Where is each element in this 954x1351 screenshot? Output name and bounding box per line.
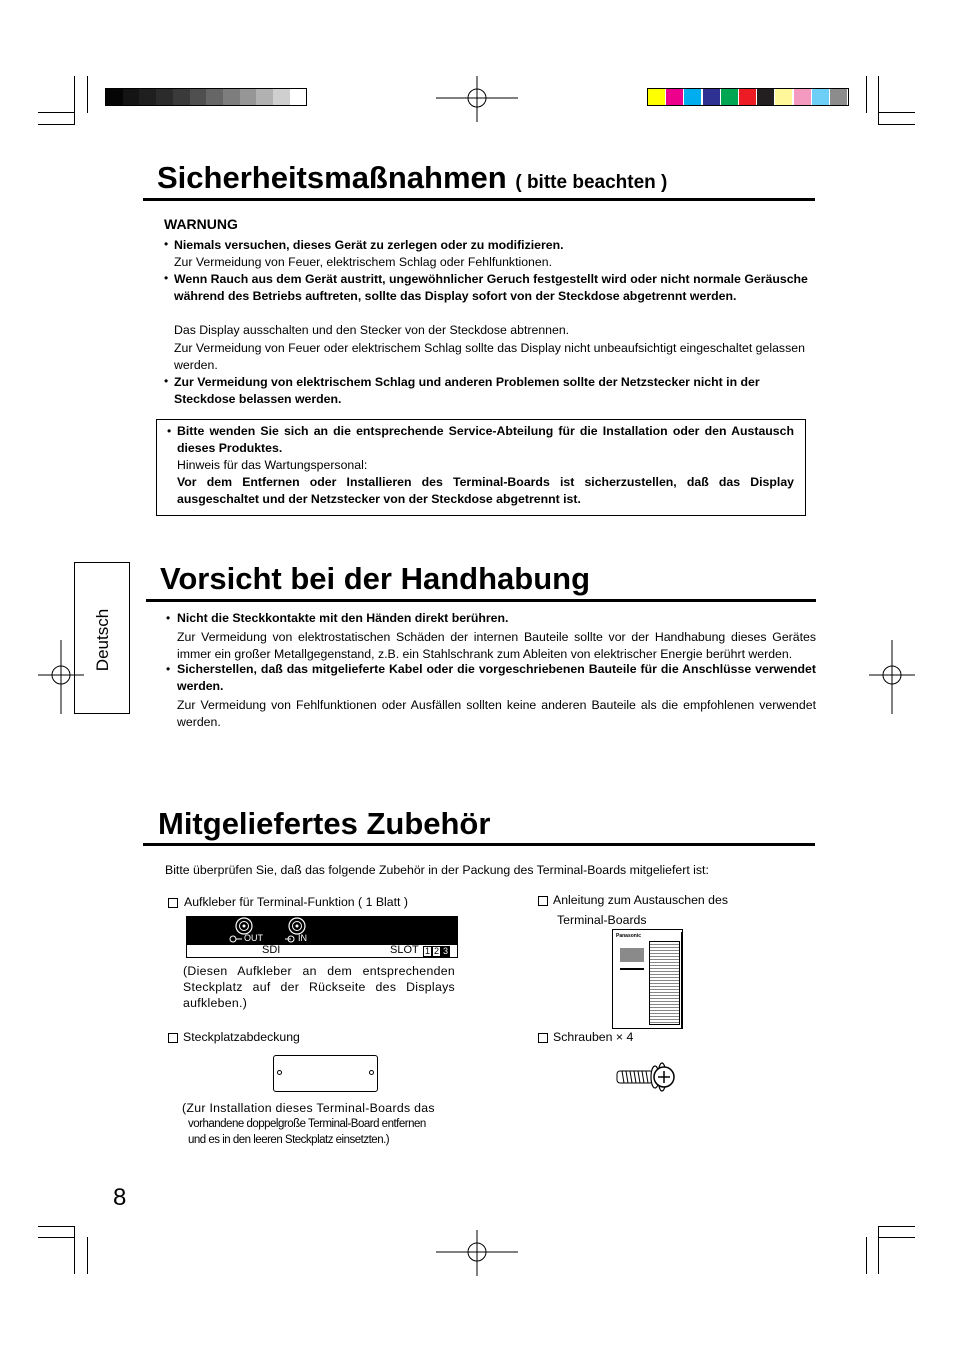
handling-item-2-bold: Sicherstellen, daß das mitgelieferte Kabel oder die vorgeschriebenen Bauteile für die Anschlüsse verwendet werden. <box>177 662 816 693</box>
warning-heading: WARNUNG <box>164 216 238 232</box>
handling-item-1-text: Zur Vermeidung von elektrostatischen Schäden der internen Bauteile sollte vor der Handhabung dieses Gerätes immer ein großer Metallgegenstand, z.B. ein Stahlschrank zum Ableiten von elektrischer Energie berührt werden. <box>177 630 816 661</box>
screws-label: Schrauben × 4 <box>553 1030 634 1044</box>
sticker-note: (Diesen Aufkleber an dem entsprechenden Steckplatz auf der Rückseite des Displays aufkleben.) <box>183 964 455 1010</box>
service-notice-box: • Bitte wenden Sie sich an die entsprechende Service-Abteilung für die Installation oder den Austausch dieses Produktes. Hinweis für das Wartungspersonal: Vor dem Entfernen oder Installieren des Terminal-Boards ist sicherzustellen, daß das Display ausgeschaltet und der Netzstecker von der Steckdose abgetrennt ist. <box>156 419 806 516</box>
slot-numbers: 1 2 3 <box>425 946 449 956</box>
screw-icon <box>616 1060 676 1096</box>
warning-item-1-bold: Niemals versuchen, dieses Gerät zu zerlegen oder zu modifizieren. <box>174 238 564 252</box>
handling-item-2-text: Zur Vermeidung von Fehlfunktionen oder Ausfällen sollten keine anderen Bauteile als die empfohlenen verwendet werden. <box>177 698 816 729</box>
manual-label-line2: Terminal-Boards <box>557 913 647 927</box>
cover-note-line1: (Zur Installation dieses Terminal-Boards das <box>182 1101 435 1115</box>
service-notice-bold-1: Bitte wenden Sie sich an die entsprechende Service-Abteilung für die Installation oder den Austausch dieses Produktes. <box>177 424 794 455</box>
section-subtitle: ( bitte beachten ) <box>515 172 668 193</box>
sticker-illustration <box>186 916 458 959</box>
warning-item-1-text: Zur Vermeidung von Feuer, elektrischem Schlag oder Fehlfunktionen. <box>174 255 552 269</box>
slot-label: SLOT <box>390 944 419 956</box>
service-notice-bold-2: Vor dem Entfernen oder Installieren des Terminal-Boards ist sicherzustellen, daß das Display ausgeschaltet und der Netzstecker von der Steckdose abgetrennt ist. <box>177 475 794 506</box>
gray-bar-frame <box>105 88 307 106</box>
checkbox-sticker <box>168 898 178 908</box>
checkbox-cover <box>168 1033 178 1043</box>
slot-cover-illustration <box>273 1055 378 1092</box>
warning-item-2-text-1: Das Display ausschalten und den Stecker von der Steckdose abtrennen. <box>174 323 570 337</box>
accessories-intro: Bitte überprüfen Sie, daß das folgende Zubehör in der Packung des Terminal-Boards mitgeliefert ist: <box>165 863 709 877</box>
sticker-label: Aufkleber für Terminal-Funktion ( 1 Blatt ) <box>184 895 408 909</box>
manual-label-line1: Anleitung zum Austauschen des <box>553 893 729 907</box>
warning-item-2-bold: Wenn Rauch aus dem Gerät austritt, ungewöhnlicher Geruch festgestellt wird oder nicht normale Geräusche während des Betriebs auftreten, sollte das Display sofort von der Steckdose abgetrennt werden. <box>174 272 808 303</box>
registration-mark-top <box>436 76 518 122</box>
title-rule <box>143 843 815 846</box>
language-side-tab <box>74 562 130 714</box>
out-label: OUT <box>244 933 263 943</box>
in-label: IN <box>298 933 307 943</box>
section-title-handling: Vorsicht bei der Handhabung <box>160 561 591 596</box>
warning-item-2-text-2: Zur Vermeidung von Feuer oder elektrischem Schlag sollte das Display nicht unbeaufsichtigt eingeschaltet gelassen werden. <box>174 341 805 372</box>
warning-item-3-bold: Zur Vermeidung von elektrischem Schlag und anderen Problemen sollte der Netzstecker nicht in der Steckdose belassen werden. <box>174 375 760 406</box>
cover-note-line2: vorhandene doppelgroße Terminal-Board entfernen <box>188 1118 426 1130</box>
registration-mark-right <box>869 640 915 714</box>
registration-mark-bottom <box>436 1230 518 1276</box>
title-rule <box>143 198 815 201</box>
checkbox-manual <box>538 896 548 906</box>
handling-item-1-bold: Nicht die Steckkontakte mit den Händen direkt berühren. <box>177 611 509 625</box>
manual-booklet-illustration <box>612 929 683 1029</box>
section-title-safety: Sicherheitsmaßnahmen ( bitte beachten ) <box>157 160 668 195</box>
page-number: 8 <box>113 1184 127 1211</box>
process-bar-frame <box>647 88 849 106</box>
cover-note-line3: und es in den leeren Steckplatz einsetzten.) <box>188 1134 390 1146</box>
manual-brand: Panasonic <box>616 933 642 939</box>
sdi-label: SDI <box>262 944 281 956</box>
title-rule <box>146 599 816 602</box>
section-title-accessories: Mitgeliefertes Zubehör <box>158 806 491 841</box>
side-tab-label: Deutsch <box>93 608 112 672</box>
checkbox-screws <box>538 1033 548 1043</box>
bnc-connector-icons <box>186 916 458 944</box>
service-notice-text: Hinweis für das Wartungspersonal: <box>177 458 368 472</box>
cover-label: Steckplatzabdeckung <box>183 1030 300 1044</box>
